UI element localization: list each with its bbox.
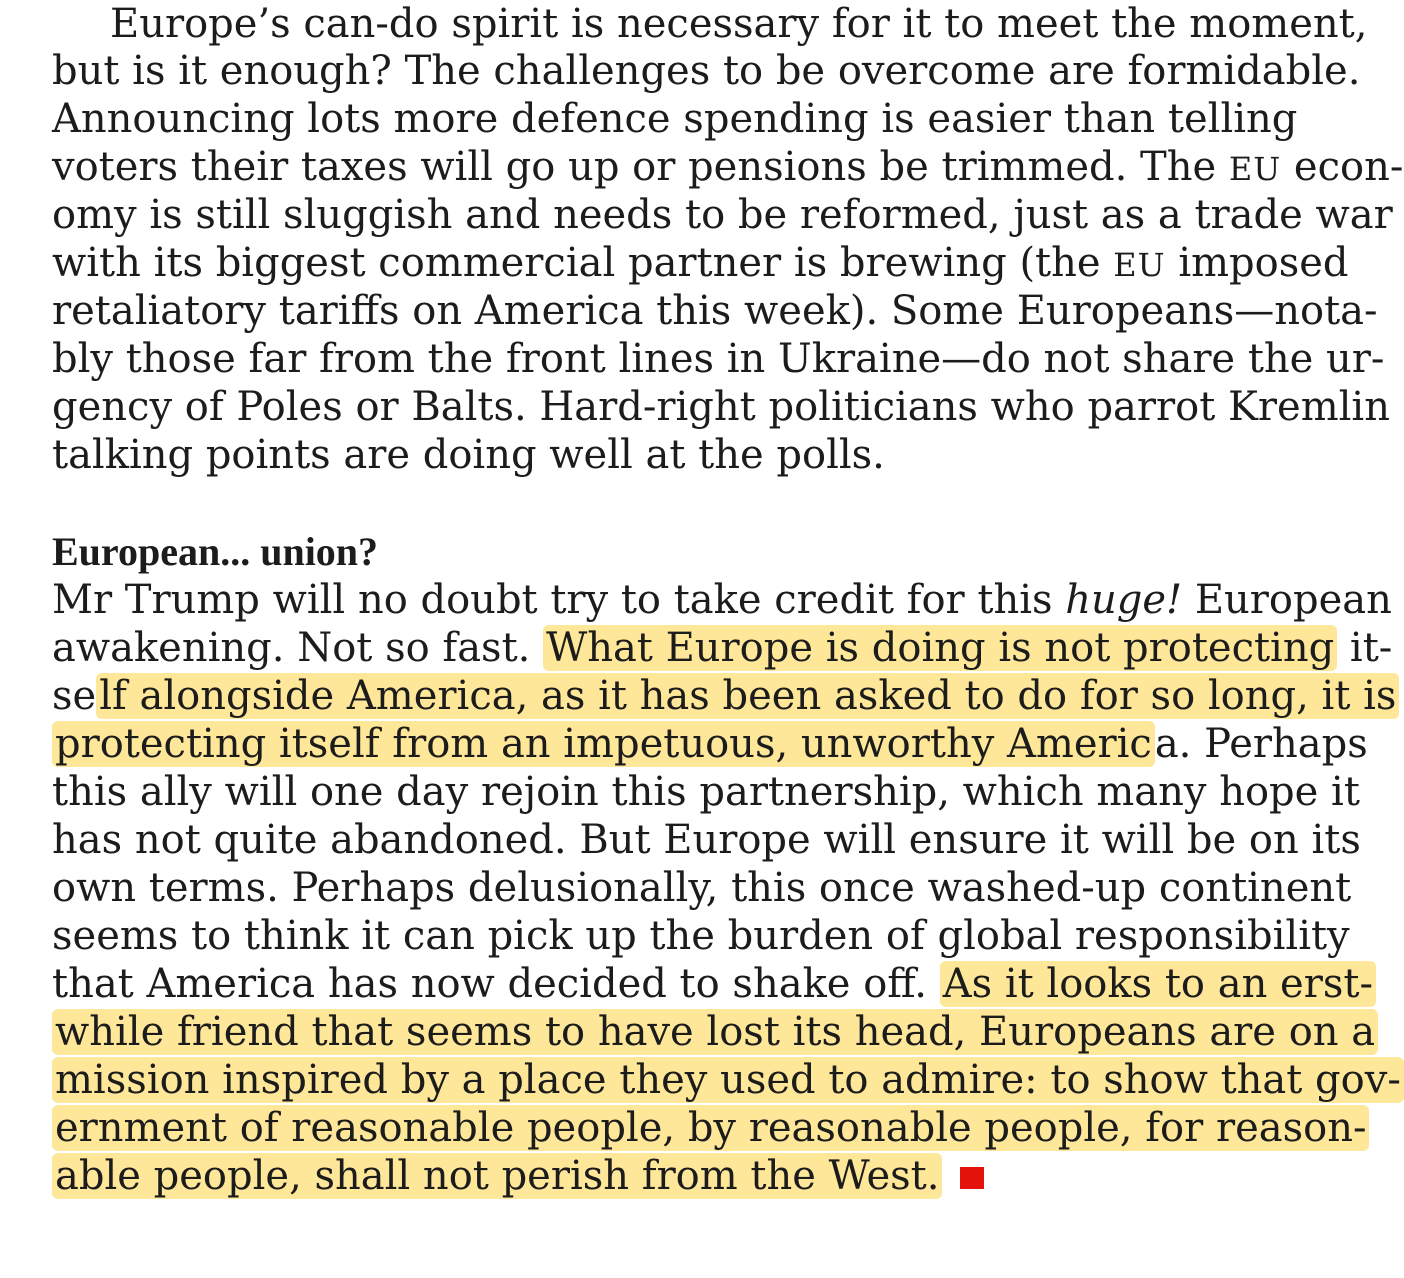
paragraph2-line-10 [52,1008,1376,1056]
paragraph1-line-6 [52,239,1349,287]
p2-l4-b: a. Perhaps [1154,721,1368,767]
highlight-2-line-2: while friend that seems to have lost its head, Europeans are on a [52,1009,1378,1055]
highlight-2-line-3: mission inspired by a place they used to admire: to show that gov- [52,1057,1404,1103]
paragraph2-line-7: own terms. Perhaps delusionally, this once washed-up continent [52,865,1352,911]
paragraph1-line-10: talking points are doing well at the polls. [52,432,885,478]
paragraph1-line-1: Europe’s can-do spirit is necessary for it to meet the moment, [110,1,1368,47]
highlight-2-start: As it looks to an erst- [940,961,1376,1007]
paragraph2-line-1 [52,576,1392,624]
paragraph2-line-5: this ally will one day rejoin this partnership, which many hope it [52,769,1360,815]
p2-l2-a: awakening. Not so fast. [52,625,544,671]
p1-l6-b: imposed [1165,240,1349,286]
highlight-1-end: protecting itself from an impetuous, unworthy Americ [52,721,1155,767]
section-heading: European... union? [52,529,379,574]
paragraph2-line-9 [52,960,1373,1008]
paragraph1-line-9: gency of Poles or Balts. Hard-right politicians who parrot Kremlin [52,384,1390,430]
p1-l4-a: voters their taxes will go up or pensions be trimmed. The [52,144,1229,190]
paragraph1-line-3: Announcing lots more defence spending is easier than telling [52,96,1298,142]
paragraph1-line-4 [52,143,1404,191]
p1-l6-a: with its biggest commercial partner is brewing (the [52,240,1114,286]
highlight-1-middle: lf alongside America, as it has been asked to do for so long, it is [96,673,1399,719]
highlight-2-end: able people, shall not perish from the West. [52,1153,942,1199]
end-of-article-square-icon [960,1167,984,1189]
paragraph1-line-5: omy is still sluggish and needs to be reformed, just as a trade war [52,192,1393,238]
p1-l4-b: econ- [1281,144,1404,190]
highlight-2-line-4: ernment of reasonable people, by reasonable people, for reason- [52,1105,1369,1151]
p2-l1-emphasis: huge! [1065,577,1183,623]
paragraph2-line-13 [52,1152,1242,1200]
paragraph2-line-4 [52,720,1368,768]
p2-l9-a: that America has now decided to shake off. [52,961,940,1007]
paragraph1-line-7: retaliatory tariffs on America this week). Some Europeans—nota- [52,288,1378,334]
highlight-1-start: What Europe is doing is not protecting [543,625,1337,671]
p2-l2-b: it- [1337,625,1393,671]
paragraph2-line-8: seems to think it can pick up the burden of global responsibility [52,913,1350,959]
paragraph2-line-3 [52,672,1397,720]
paragraph1-line-2: but is it enough? The challenges to be overcome are formidable. [52,48,1361,94]
paragraph2-line-11 [52,1056,1401,1104]
paragraph2-line-12 [52,1104,1367,1152]
p1-l4-eu: EU [1228,150,1282,188]
p2-l1-b: European [1182,577,1392,623]
paragraph1-line-8: bly those far from the front lines in Ukraine—do not share the ur- [52,336,1385,382]
paragraph2-line-2 [52,624,1393,672]
p1-l6-eu: EU [1113,246,1166,284]
p2-l3-a: se [52,673,97,719]
paragraph2-line-6: has not quite abandoned. But Europe will ensure it will be on its [52,817,1361,863]
p2-l1-a: Mr Trump will no doubt try to take credit for this [52,577,1066,623]
